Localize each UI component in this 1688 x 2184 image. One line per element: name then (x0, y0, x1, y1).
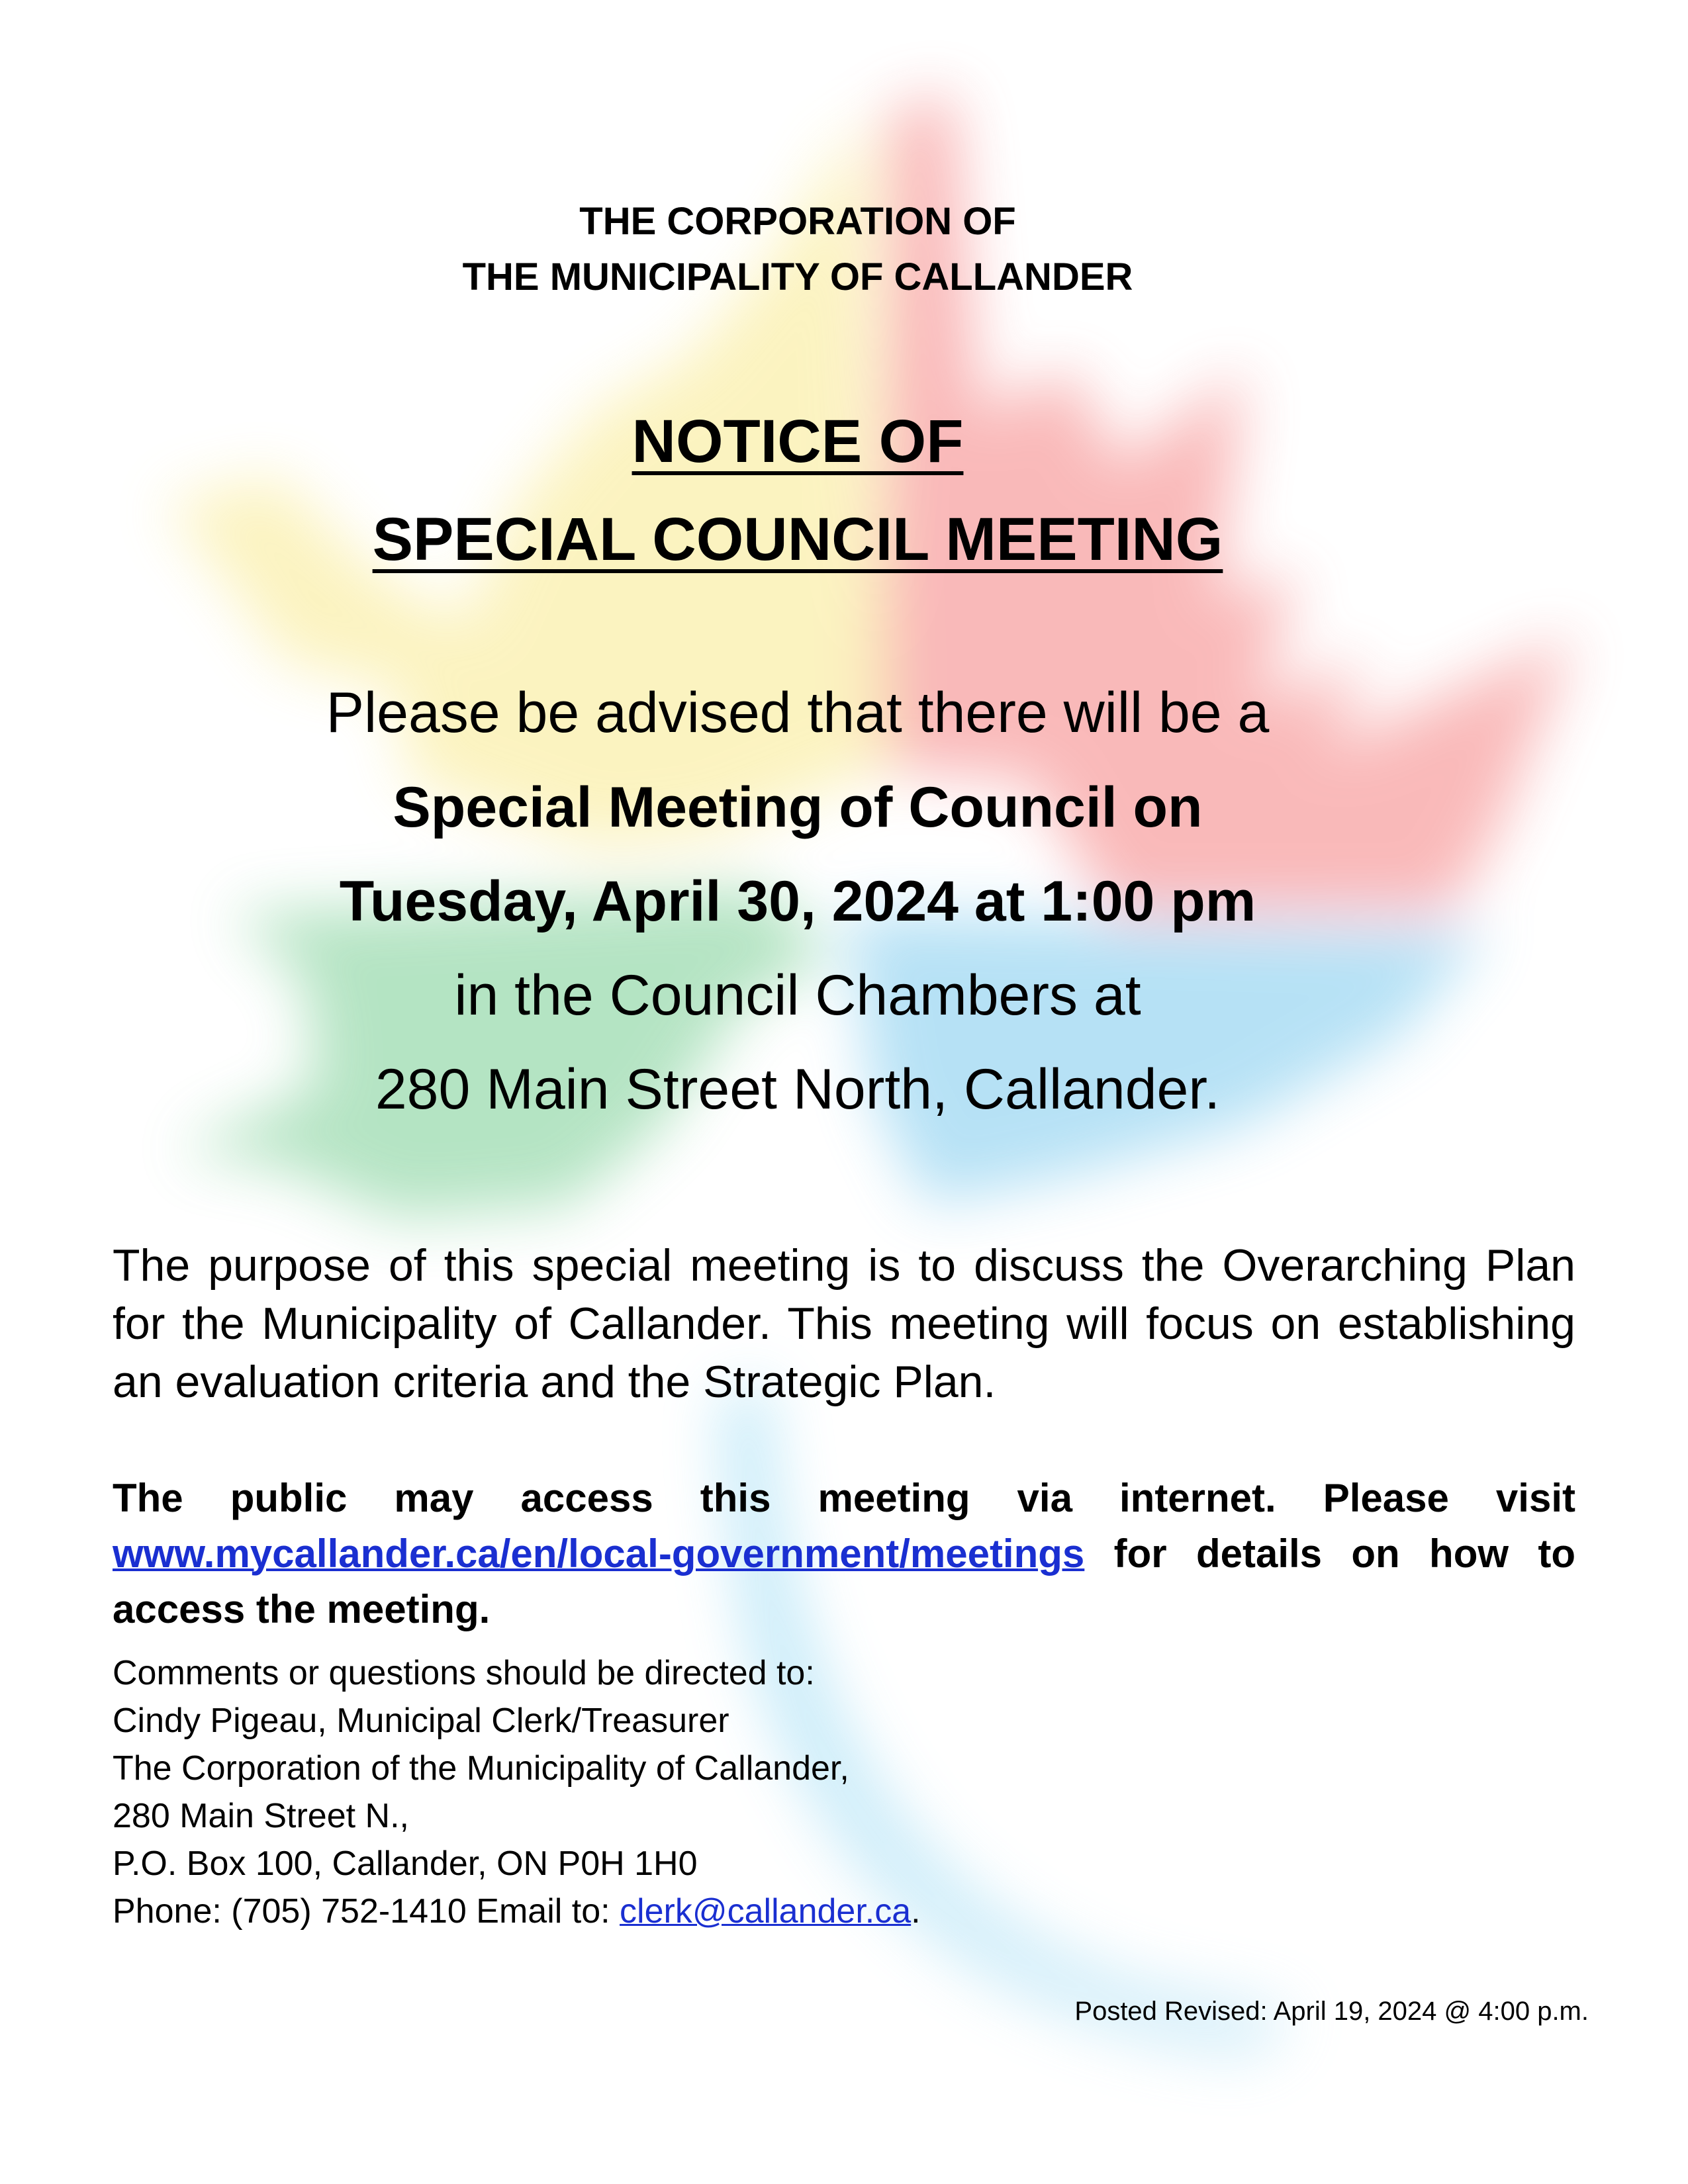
posted-revised-date: Posted Revised: April 19, 2024 @ 4:00 p.m. (1074, 1997, 1589, 2026)
contact-organization: The Corporation of the Municipality of Callander, (113, 1749, 849, 1788)
advisory-address: 280 Main Street North, Callander. (375, 1058, 1221, 1121)
meetings-link[interactable]: www.mycallander.ca/en/local-government/meetings (113, 1531, 1085, 1576)
public-access-text-after: for details on how to access the meeting. (113, 1531, 1575, 1631)
contact-street: 280 Main Street N., (113, 1797, 409, 1835)
advisory-meeting: Special Meeting of Council on (393, 776, 1203, 839)
contact-block (113, 1649, 921, 1935)
contact-name: Cindy Pigeau, Municipal Clerk/Treasurer (113, 1702, 729, 1740)
public-access-text: The public may access this meeting via internet. Please visit (113, 1476, 1575, 1520)
contact-email-suffix: . (911, 1892, 921, 1931)
advisory-date-time: Tuesday, April 30, 2024 at 1:00 pm (339, 870, 1256, 933)
meeting-title: SPECIAL COUNCIL MEETING (372, 506, 1223, 573)
contact-intro: Comments or questions should be directed to: (113, 1654, 815, 1692)
contact-phone-email (113, 1888, 921, 1935)
header-corporation: THE CORPORATION OF (579, 200, 1016, 243)
contact-po-box: P.O. Box 100, Callander, ON P0H 1H0 (113, 1844, 698, 1883)
purpose-paragraph: The purpose of this special meeting is to discuss the Overarching Plan for the Municipality of Callander. This meeting will focus on establishing an evaluation criteria and the Strategic Plan. (113, 1240, 1575, 1407)
advisory-intro: Please be advised that there will be a (326, 681, 1270, 745)
advisory-location: in the Council Chambers at (454, 964, 1141, 1027)
header-municipality: THE MUNICIPALITY OF CALLANDER (462, 255, 1133, 298)
public-access-paragraph (113, 1471, 1575, 1637)
notice-title: NOTICE OF (632, 408, 964, 475)
clerk-email-link[interactable]: clerk@callander.ca (620, 1892, 912, 1931)
contact-phone: Phone: (705) 752-1410 Email to: (113, 1892, 620, 1931)
